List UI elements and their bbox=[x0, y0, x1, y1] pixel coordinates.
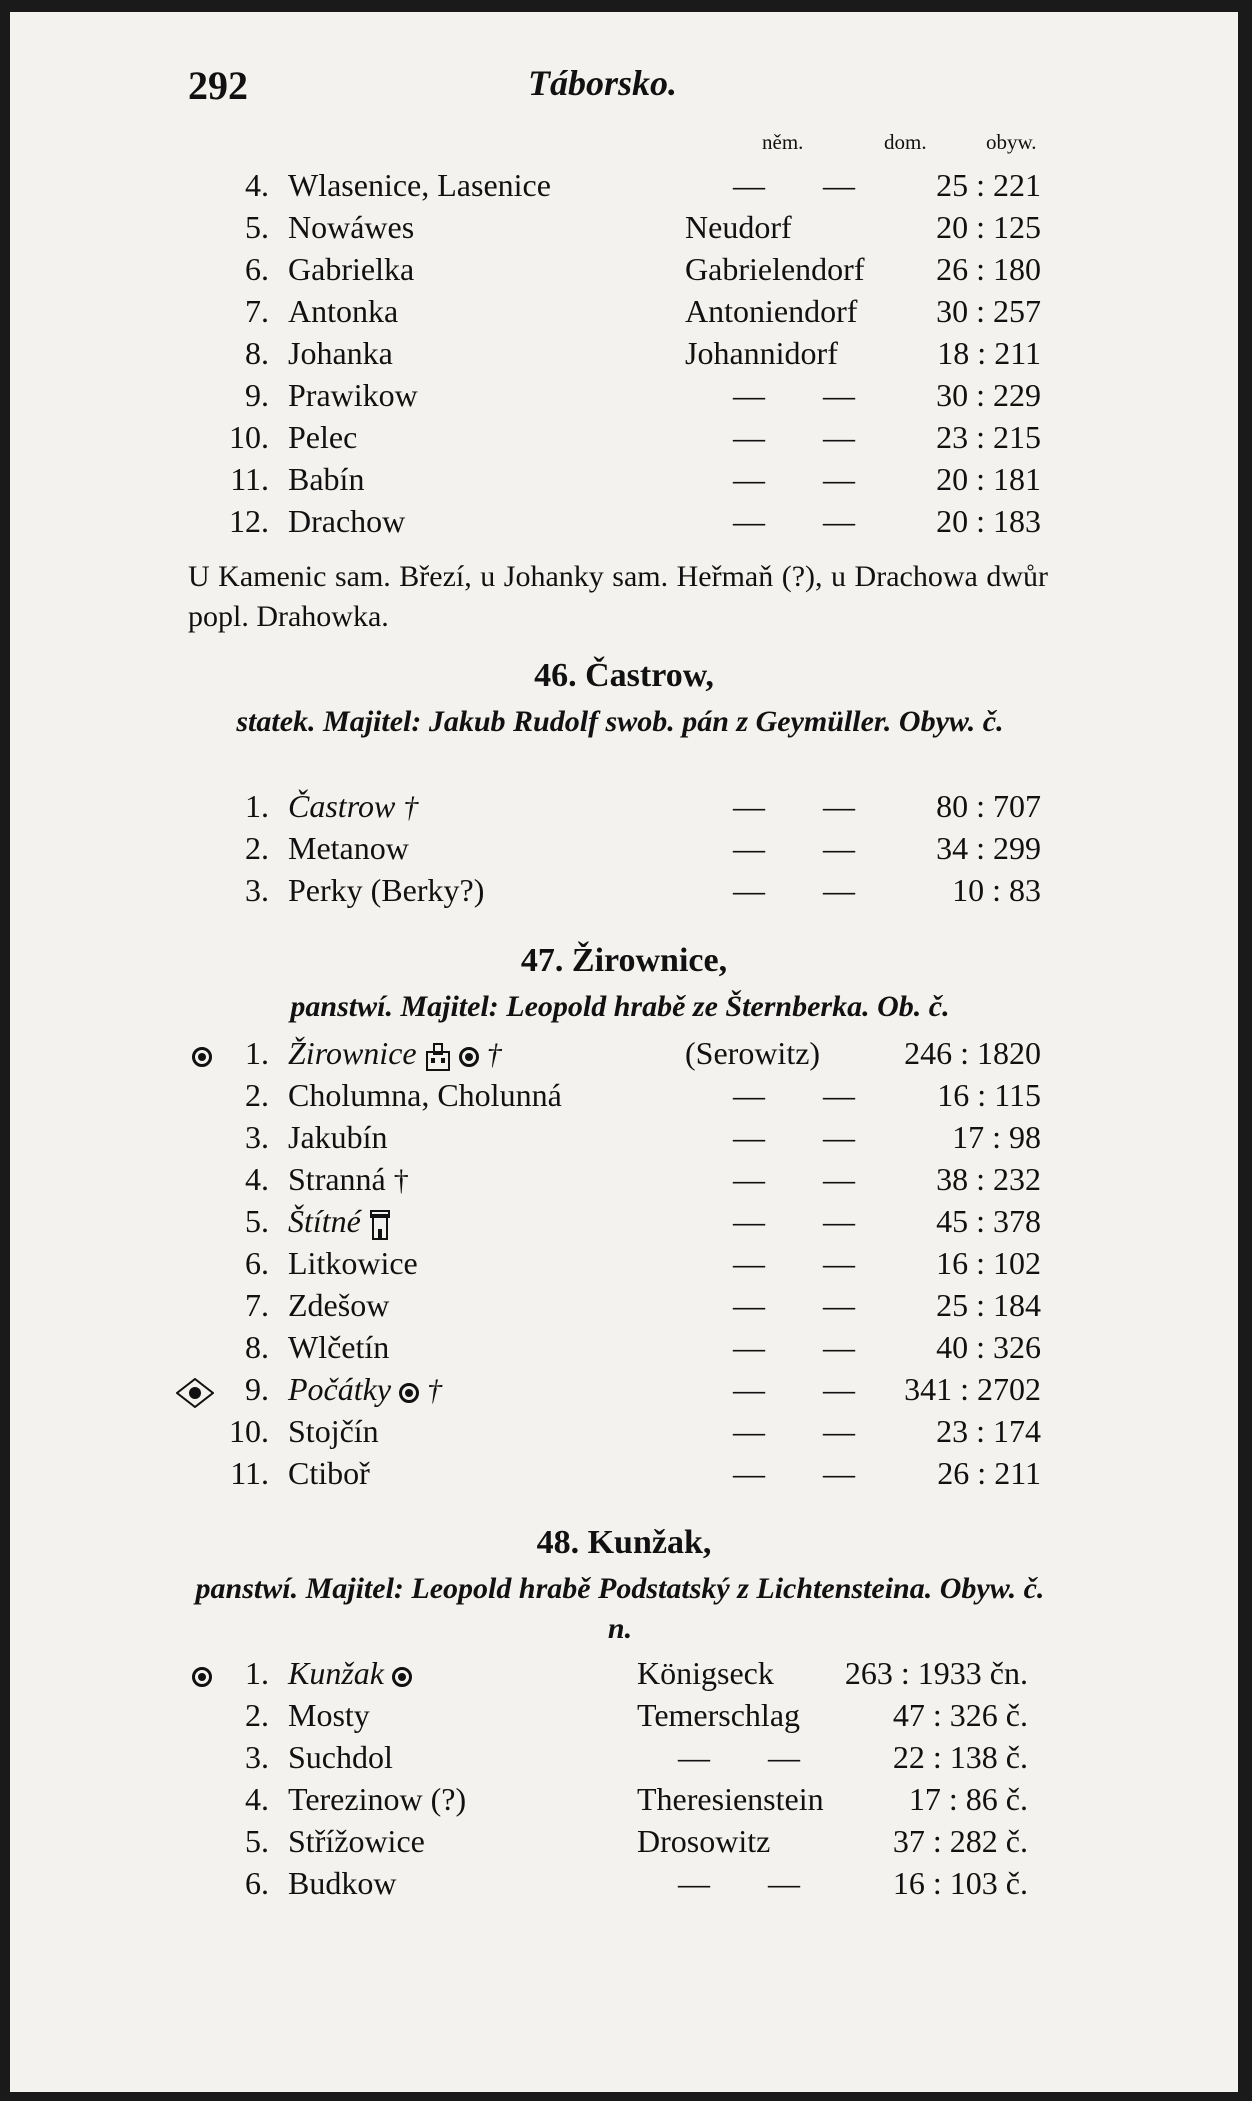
church-cross-icon: † bbox=[427, 1374, 443, 1407]
section-subtitle: panstwí. Majitel: Leopold hrabě Podstatský z Lichtensteina. Obyw. č. n. bbox=[195, 1572, 1045, 1645]
table-row: 6. Litkowice — — 16 : 102 bbox=[245, 1245, 1041, 1281]
table-row: 4. Terezinow (?) Theresienstein 17 : 86 č. bbox=[245, 1781, 1028, 1817]
parish-ring-icon bbox=[192, 1667, 212, 1687]
page-header bbox=[188, 62, 1048, 112]
table-row: 2. Metanow — — 34 : 299 bbox=[245, 830, 1041, 866]
book-page bbox=[10, 12, 1238, 2092]
parish-ring-icon bbox=[192, 1047, 212, 1067]
section-note: U Kamenic sam. Březí, u Johanky sam. Heřmaň (?), u Drachowa dwůr popl. Drahowka. bbox=[188, 560, 1048, 633]
table-row: 5. Nowáwes Neudorf 20 : 125 bbox=[245, 209, 1041, 245]
section-subtitle: panstwí. Majitel: Leopold hrabě ze Šternberka. Ob. č. bbox=[290, 990, 950, 1023]
table-row: 1. Žirownice † (Serowitz) 246 : 1820 bbox=[10, 1032, 1238, 1074]
table-row: 10. Stojčín — — 23 : 174 bbox=[229, 1413, 1041, 1449]
table-row: 3. Perky (Berky?) — — 10 : 83 bbox=[245, 872, 1041, 908]
table-row: 9. Prawikow — — 30 : 229 bbox=[245, 377, 1041, 413]
running-title: Táborsko. bbox=[528, 63, 678, 103]
town-seal-icon bbox=[176, 1378, 214, 1408]
parish-ring-icon bbox=[399, 1383, 419, 1403]
section-subtitle: statek. Majitel: Jakub Rudolf swob. pán z Geymüller. Obyw. č. bbox=[236, 705, 1004, 738]
table-row: 8. Wlčetín — — 40 : 326 bbox=[245, 1329, 1041, 1365]
table-row: 4. Wlasenice, Lasenice — — 25 : 221 bbox=[245, 167, 1041, 203]
section-title: 48. Kunžak, bbox=[536, 1524, 712, 1561]
section-title: 46. Častrow, bbox=[534, 657, 714, 694]
table-row: 2. Cholumna, Cholunná — — 16 : 115 bbox=[245, 1077, 1041, 1113]
column-header-dom: dom. bbox=[884, 130, 927, 154]
table-row: 1. Častrow † — — 80 : 707 bbox=[245, 788, 1041, 824]
table-row: 3. Suchdol — — 22 : 138 č. bbox=[245, 1739, 1028, 1775]
table-row: 8. Johanka Johannidorf 18 : 211 bbox=[245, 335, 1041, 371]
page-number: 292 bbox=[188, 63, 248, 108]
column-header-obyw: obyw. bbox=[986, 130, 1037, 154]
table-row: 3. Jakubín — — 17 : 98 bbox=[245, 1119, 1041, 1155]
table-row: 2. Mosty Temerschlag 47 : 326 č. bbox=[245, 1697, 1028, 1733]
castle-icon bbox=[425, 1042, 451, 1072]
church-cross-icon: † bbox=[403, 791, 419, 824]
table-row: 6. Budkow — — 16 : 103 č. bbox=[245, 1865, 1028, 1901]
table-row: 4. Stranná † — — 38 : 232 bbox=[245, 1161, 1041, 1197]
church-cross-icon: † bbox=[393, 1164, 409, 1197]
section-title: 47. Žirownice, bbox=[520, 942, 728, 979]
table-row: 11. Ctiboř — — 26 : 211 bbox=[230, 1455, 1041, 1491]
column-header-nem: něm. bbox=[762, 130, 804, 154]
table-row: 5. Štítné — — 45 : 378 bbox=[245, 1203, 1041, 1239]
table-row: 6. Gabrielka Gabrielendorf 26 : 180 bbox=[245, 251, 1041, 287]
church-cross-icon: † bbox=[486, 1038, 502, 1071]
parish-ring-icon bbox=[459, 1047, 479, 1067]
table-row: 7. Antonka Antoniendorf 30 : 257 bbox=[245, 293, 1041, 329]
table-row: 7. Zdešow — — 25 : 184 bbox=[245, 1287, 1041, 1323]
table-row: 10. Pelec — — 23 : 215 bbox=[229, 419, 1041, 455]
table-row: 5. Střížowice Drosowitz 37 : 282 č. bbox=[245, 1823, 1028, 1859]
table-row: 1. Kunžak Königseck 263 : 1933 čn. bbox=[10, 1652, 1238, 1694]
table-row: 9. Počátky † — — 341 : 2702 bbox=[10, 1368, 1238, 1410]
tower-icon bbox=[369, 1209, 391, 1241]
table-row: 12. Drachow — — 20 : 183 bbox=[229, 503, 1041, 539]
parish-ring-icon bbox=[392, 1667, 412, 1687]
table-row: 11. Babín — — 20 : 181 bbox=[230, 461, 1041, 497]
